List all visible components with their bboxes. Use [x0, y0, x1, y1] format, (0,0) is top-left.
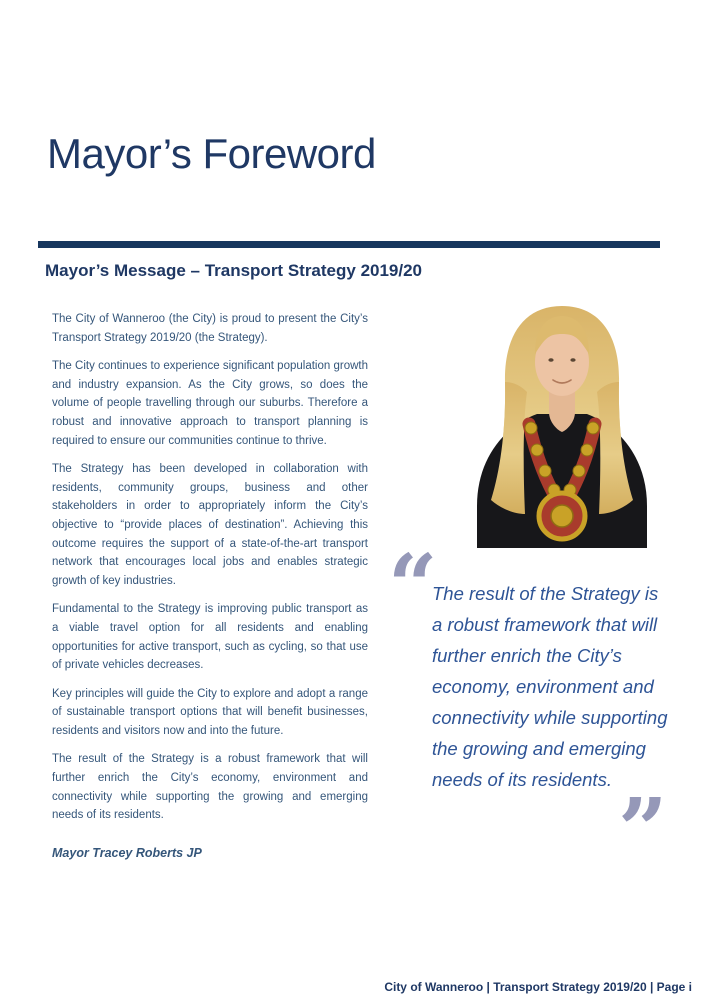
body-paragraph: The Strategy has been developed in collaboration with residents, community groups, business and other stakeholders in order to appropriately inform the City’s objective to “provide places of destination”. Achieving this outcome requires the support of a state-of-the-art transport network that encourages local jobs and enables strategic growth of key industries. [52, 463, 368, 587]
page-title: Mayor’s Foreword [47, 130, 376, 177]
mayor-portrait-photo [465, 300, 659, 548]
close-quote-icon: ” [618, 780, 668, 881]
page-footer: City of Wanneroo | Transport Strategy 2019/20 | Page i [384, 980, 692, 994]
body-paragraph: The City continues to experience significant population growth and industry expansion. As the City grows, so does the volume of people travelling through our suburbs. Therefore a robust and innovative approach to transport planning is required to ensure our communities continue to thrive. [52, 360, 368, 447]
divider-rule [38, 241, 660, 248]
signature: Mayor Tracey Roberts JP [52, 846, 202, 860]
open-quote-icon: “ [388, 536, 438, 637]
body-paragraph: Key principles will guide the City to explore and adopt a range of sustainable transport options that will benefit businesses, residents and visitors now and into the future. [52, 687, 368, 737]
body-paragraph: Fundamental to the Strategy is improving public transport as a viable travel option for all residents and enabling opportunities for active transport, such as cycling, so that use of private vehicles decreases. [52, 603, 368, 672]
pull-quote-text: The result of the Strategy is a robust framework that will further enrich the City’s economy, environment and connectivity while supporting the growing and emerging needs of its residents. [432, 583, 668, 790]
body-paragraphs [52, 310, 368, 835]
body-paragraph: The City of Wanneroo (the City) is proud to present the City’s Transport Strategy 2019/20 (the Strategy). [52, 313, 368, 344]
section-heading: Mayor’s Message – Transport Strategy 2019/20 [45, 261, 423, 280]
body-paragraph: The result of the Strategy is a robust framework that will further enrich the City’s economy, environment and connectivity while supporting the growing and emerging needs of its residents. [52, 753, 368, 822]
